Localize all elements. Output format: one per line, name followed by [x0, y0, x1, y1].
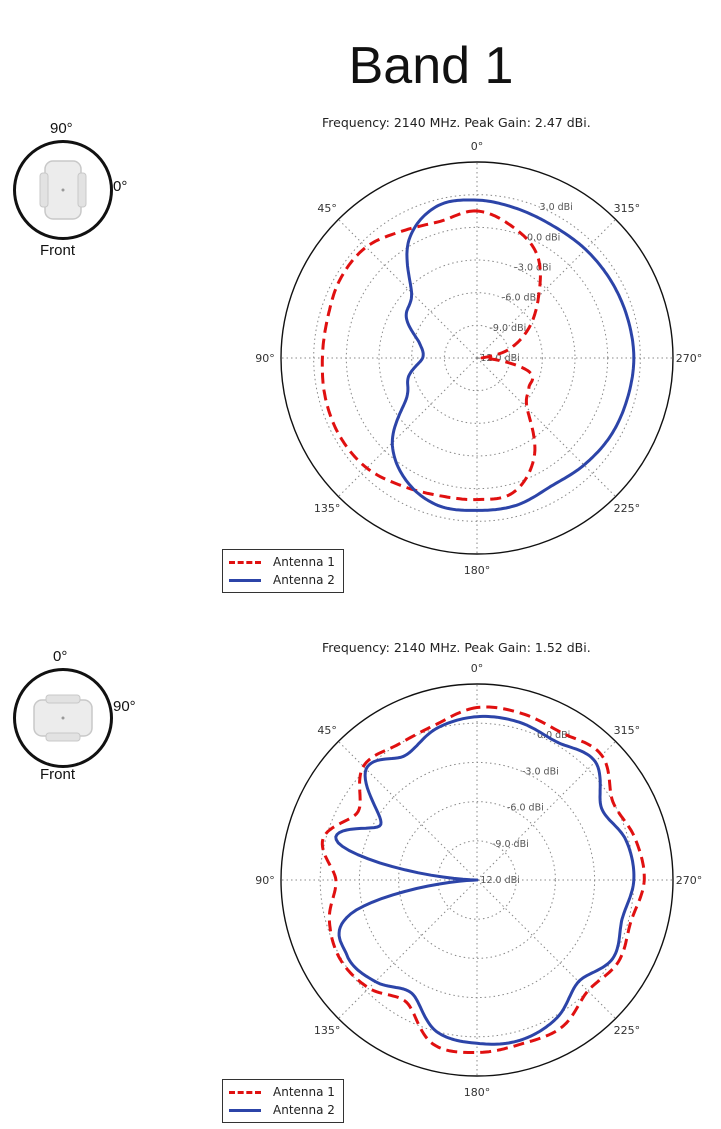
angle-tick-label: 0° — [470, 662, 484, 675]
polar-chart-2 — [230, 650, 721, 1110]
polar-chart-1 — [230, 128, 721, 588]
legend-label: Antenna 1 — [273, 1085, 335, 1099]
legend-label: Antenna 2 — [273, 1103, 335, 1117]
legend-item-antenna-2 — [229, 1101, 335, 1119]
angle-tick-label: 135° — [313, 1023, 341, 1037]
angle-tick-label: 315° — [613, 202, 641, 216]
dashed-line-swatch-icon — [229, 1091, 261, 1094]
angle-tick-label: 135° — [313, 501, 341, 515]
orientation-diagram-1 — [10, 120, 150, 265]
angle-tick-label: 225° — [613, 501, 641, 515]
orientation-bottom-label: Front — [40, 766, 76, 783]
orientation-top-label: 90° — [50, 120, 73, 137]
angle-tick-label: 45° — [317, 202, 337, 216]
legend-label: Antenna 2 — [273, 573, 335, 587]
radial-tick-label: 3.0 dBi — [539, 202, 573, 214]
angle-tick-label: 180° — [463, 1086, 491, 1099]
orientation-diagram-2 — [10, 648, 160, 793]
angle-tick-label: 90° — [255, 352, 275, 365]
angle-tick-label: 0° — [470, 140, 484, 153]
radial-tick-label: -6.0 dBi — [502, 292, 539, 304]
device-outline-circle — [13, 140, 113, 240]
page-title: Band 1 — [348, 37, 514, 95]
radial-tick-label: -3.0 dBi — [522, 766, 559, 778]
angle-tick-label: 315° — [613, 724, 641, 738]
grid-spoke — [338, 880, 477, 1019]
angle-tick-label: 270° — [675, 352, 703, 365]
orientation-bottom-label: Front — [40, 242, 76, 259]
radial-tick-label: -12.0 dBi — [477, 875, 520, 886]
legend-label: Antenna 1 — [273, 555, 335, 569]
angle-tick-label: 45° — [317, 724, 337, 738]
device-outline-circle — [13, 668, 113, 768]
radial-tick-label: -9.0 dBi — [489, 322, 527, 334]
orientation-side-label: 0° — [113, 178, 128, 195]
device-icon — [16, 671, 110, 765]
device-icon — [16, 143, 110, 237]
radial-tick-label: -9.0 dBi — [492, 838, 529, 850]
radial-tick-label: -12.0 dBi — [477, 353, 520, 364]
radial-tick-label: 0.0 dBi — [537, 730, 571, 742]
angle-tick-label: 90° — [255, 874, 275, 887]
plot-title-2: Frequency: 2140 MHz. Peak Gain: 1.52 dBi. — [322, 640, 591, 655]
plot-title-1: Frequency: 2140 MHz. Peak Gain: 2.47 dBi. — [322, 115, 591, 130]
radial-tick-label: 0.0 dBi — [527, 232, 561, 244]
orientation-side-label: 90° — [113, 698, 136, 715]
angle-tick-label: 225° — [613, 1023, 641, 1037]
orientation-top-label: 0° — [53, 648, 68, 665]
angle-tick-label: 270° — [675, 874, 703, 887]
solid-line-swatch-icon — [229, 1109, 261, 1112]
angle-tick-label: 180° — [463, 564, 491, 577]
polar-panel-2 — [0, 530, 721, 1129]
legend-item-antenna-1 — [229, 1083, 335, 1101]
legend-2 — [222, 1079, 344, 1123]
radial-tick-label: -6.0 dBi — [507, 802, 544, 814]
grid-spoke — [477, 880, 616, 1019]
radial-tick-label: -3.0 dBi — [514, 262, 552, 274]
